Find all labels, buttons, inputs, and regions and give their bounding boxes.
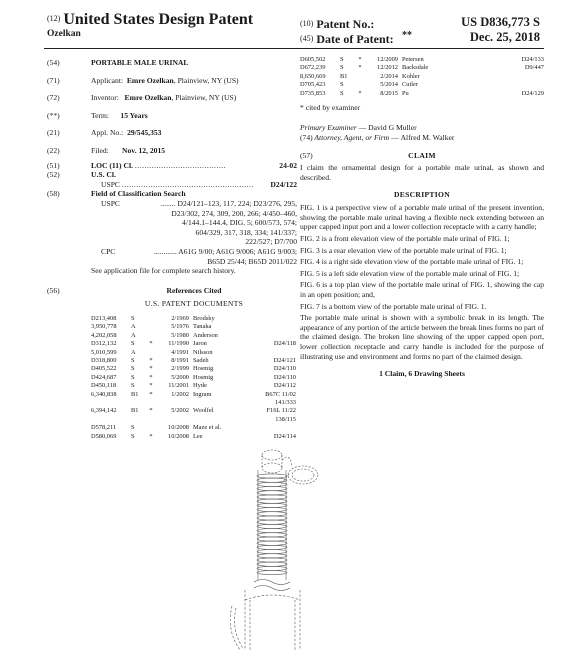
- ref-number: 8,650,669: [300, 72, 326, 80]
- reference-row: [91, 349, 296, 357]
- ref-name-line: [193, 340, 296, 348]
- reference-row: [300, 64, 544, 72]
- ref-name: Cutler: [402, 81, 418, 89]
- ref-name: Sadeh: [193, 356, 209, 364]
- header-left: [47, 11, 253, 39]
- ref-name-line: [193, 357, 296, 365]
- reference-row: [91, 424, 296, 432]
- field-code: (72): [47, 93, 60, 103]
- ref-star: [356, 73, 364, 81]
- ref-number: D578,211: [91, 424, 117, 432]
- references-heading: References Cited: [166, 285, 222, 295]
- ref-name-line: [193, 365, 296, 373]
- search-block: [91, 199, 297, 266]
- ref-name-cell: [193, 340, 296, 348]
- reference-row: [91, 391, 296, 399]
- examiner-label: Primary Examiner: [300, 122, 357, 132]
- reference-row: [91, 340, 296, 348]
- reference-row: [91, 433, 296, 441]
- field-appl-no: [47, 128, 297, 138]
- ref-class: D24/110: [273, 365, 296, 373]
- patent-date-row: [300, 30, 540, 45]
- field-loc: [47, 161, 297, 171]
- ref-kind: S: [131, 424, 135, 432]
- field-code: (51): [47, 160, 60, 170]
- field-label: Field of Classification Search: [91, 189, 186, 199]
- ref-kind: S: [131, 365, 135, 373]
- ref-star: *: [149, 432, 153, 440]
- field-code: (52): [47, 170, 60, 180]
- ref-name-cell: [193, 382, 296, 390]
- ref-name: Lee: [193, 432, 203, 440]
- ref-star: [147, 349, 155, 357]
- ref-kind: B1: [131, 390, 139, 398]
- neck-rib: [257, 503, 287, 507]
- field-title: [47, 58, 297, 68]
- claim-heading: CLAIM: [408, 150, 436, 160]
- ref-number: D405,522: [91, 365, 117, 373]
- ref-number: D318,800: [91, 356, 117, 364]
- ref-kind: A: [131, 348, 136, 356]
- neck-rib: [257, 562, 287, 566]
- ref-name: Kohler: [402, 72, 420, 80]
- flexible-neck: [257, 470, 287, 580]
- field-label: Applicant:: [91, 75, 124, 85]
- description-paragraph: FIG. 5 is a left side elevation view of the portable male urinal of FIG. 1;: [300, 268, 520, 278]
- ref-kind: S: [340, 64, 344, 72]
- field-filed: [47, 146, 297, 156]
- neck-rib: [257, 554, 287, 558]
- ref-kind: B1: [340, 72, 348, 80]
- ref-name-cell: [402, 81, 544, 89]
- search-line: B65D 25/44; B65D 2011/022: [207, 256, 297, 266]
- patent-number: US D836,773 S: [461, 15, 540, 29]
- description-paragraph: The portable male urinal is shown with a symbolic break in its length. The appearance of any portion of the article between the break lines forms no part of the claimed design. The broken line showing of the upper capped open port, lower collection receptacle and carry handle is included for the purpose of illustrating use and environment and forms no part of the claimed design.: [300, 313, 544, 361]
- ref-name-cell: [402, 64, 544, 72]
- ref-name-line: [193, 374, 296, 382]
- field-label: Appl. No.:: [91, 128, 124, 138]
- ref-number: 3,950,778: [91, 323, 117, 331]
- ref-name-line: [193, 433, 296, 441]
- references-table-left: [91, 315, 296, 441]
- ref-star: [147, 315, 155, 323]
- leader-dots: ......................................: [134, 160, 227, 170]
- neck-rib: [257, 571, 287, 575]
- neck-rib: [257, 541, 287, 545]
- reference-row-continued: [91, 399, 296, 407]
- search-line: 4/144.1–144.4, DIG. 5; 600/573, 574;: [182, 218, 297, 228]
- ref-name-line: [193, 349, 296, 357]
- ref-kind: A: [131, 331, 136, 339]
- ref-name-cell: [402, 90, 544, 98]
- reference-row-continued: [91, 416, 296, 424]
- field-code: (56): [47, 285, 60, 295]
- description-paragraph: FIG. 1 is a perspective view of a portable male urinal of the present invention, showing the portable male urinal having a flexible neck extending between an upper capped input port and a lower collection receptacle with a carry handle;: [300, 203, 544, 232]
- reference-row: [91, 382, 296, 390]
- ref-number: D450,118: [91, 382, 117, 390]
- reference-row: [91, 332, 296, 340]
- ref-kind: A: [131, 323, 136, 331]
- neck-rib: [257, 533, 287, 537]
- ref-number: D605,502: [300, 56, 326, 63]
- neck-rib: [257, 508, 287, 512]
- ref-kind: B1: [131, 407, 139, 415]
- ref-name-cell: [193, 424, 296, 432]
- ref-kind: S: [131, 340, 135, 348]
- ref-class: D24/129: [521, 89, 544, 97]
- ref-class: F16L 11/22: [266, 407, 296, 415]
- leader-dots: .......................................................: [121, 179, 254, 189]
- ref-date: 5/2002: [171, 407, 189, 415]
- ref-name: Brodsky: [193, 314, 215, 322]
- reference-row: [300, 56, 544, 64]
- ref-star: *: [149, 382, 153, 390]
- ref-name-cell: [193, 323, 296, 331]
- description-paragraph: FIG. 4 is a right side elevation view of the portable male urinal of FIG. 1;: [300, 257, 524, 267]
- field-label: Term:: [91, 110, 110, 120]
- us-patent-documents-heading: U.S. PATENT DOCUMENTS: [144, 299, 244, 309]
- field-code: (71): [47, 75, 60, 85]
- ref-date: 12/2009: [377, 56, 398, 63]
- ref-name-cell: [193, 374, 296, 382]
- ref-date: 2/1969: [171, 314, 189, 322]
- ref-number: 6,394,142: [91, 407, 117, 415]
- term-value: 15 Years: [120, 110, 148, 120]
- search-history-note: See application file for complete search history.: [91, 266, 236, 276]
- search-line: 604/329, 317, 318, 334; 141/337;: [195, 227, 297, 237]
- description-paragraph: FIG. 7 is a bottom view of the portable male urinal of FIG. 1.: [300, 301, 487, 311]
- application-number: 29/545,353: [127, 128, 162, 138]
- ref-date: 5/1980: [171, 331, 189, 339]
- ref-name-cell: [193, 349, 296, 357]
- ref-kind: S: [340, 81, 344, 89]
- search-line: 222/527; D7/700: [245, 237, 297, 247]
- field-term: [47, 111, 297, 121]
- ref-name-cell: [193, 407, 296, 415]
- search-line: ............ A61G 9/00; A61G 9/006; A61G 9/003;: [153, 246, 297, 256]
- ref-class: D24/112: [273, 382, 296, 390]
- ref-date: 10/2008: [168, 424, 189, 432]
- cap-outline: [262, 450, 318, 486]
- loc-class: 24-02: [279, 160, 297, 170]
- neck-rib: [257, 520, 287, 524]
- ref-kind: S: [131, 432, 135, 440]
- ref-star: [147, 424, 155, 432]
- ref-class: D9/447: [524, 64, 544, 72]
- neck-rib: [257, 487, 287, 491]
- inventor-location: , Plainview, NY (US): [171, 93, 237, 103]
- ref-star: *: [358, 56, 362, 63]
- ref-date: 1/2002: [171, 390, 189, 398]
- ref-star: *: [149, 365, 153, 373]
- ref-star: *: [358, 64, 362, 72]
- ref-name: Hosmig: [193, 365, 214, 373]
- ref-star: [147, 323, 155, 331]
- document-title-line: [47, 11, 253, 29]
- ref-number: 6,340,838: [91, 390, 117, 398]
- ref-class: D24/110: [273, 373, 296, 381]
- ref-name: Hyde: [193, 382, 207, 390]
- field-applicant: [47, 76, 297, 86]
- ref-name: Backsdale: [402, 64, 429, 72]
- field-search: [47, 189, 297, 275]
- claim-text: I claim the ornamental design for a portable male urinal, as shown and described.: [300, 163, 544, 182]
- neck-rib: [257, 550, 287, 554]
- cited-by-examiner: * cited by examiner: [300, 103, 361, 113]
- ref-name-line: [402, 81, 544, 89]
- description-paragraph: FIG. 6 is a top plan view of the portable male urinal of FIG. 1, showing the cap in an open position; and,: [300, 280, 544, 299]
- field-label: U.S. Cl.: [91, 170, 116, 180]
- ref-star: *: [149, 407, 153, 415]
- patent-date-label: Date of Patent:: [316, 32, 394, 46]
- patent-header: [0, 0, 568, 48]
- ref-class-continued: 141/333: [275, 398, 296, 406]
- reference-row: [91, 315, 296, 323]
- ref-name-cell: [193, 357, 296, 365]
- neck-rib: [257, 478, 287, 482]
- neck-rib: [257, 495, 287, 499]
- ref-name: Tanaka: [193, 323, 212, 331]
- neck-rib: [257, 537, 287, 541]
- neck-rib: [257, 529, 287, 533]
- header-right: [300, 15, 540, 45]
- ref-name-line: [402, 56, 544, 64]
- invention-title: PORTABLE MALE URINAL: [91, 58, 189, 67]
- ref-name: Ingram: [193, 390, 212, 398]
- field-code: (22): [47, 145, 60, 155]
- reference-row: [91, 407, 296, 415]
- ref-class-continued: 138/115: [275, 415, 296, 423]
- field-code: (58): [47, 189, 60, 199]
- references-table-right: [300, 56, 544, 98]
- field-label: Inventor:: [91, 93, 119, 103]
- claims-sheets-count: 1 Claim, 6 Drawing Sheets: [379, 369, 465, 379]
- ref-name: Pu: [402, 89, 409, 97]
- uspc-row: [91, 180, 297, 190]
- search-uspc: [101, 199, 297, 247]
- ref-name-line: [193, 332, 296, 340]
- patent-number-code: (10): [300, 19, 314, 28]
- neck-rib: [257, 512, 287, 516]
- ref-name: Petersen: [402, 56, 424, 63]
- ref-name: Nilsson: [193, 348, 213, 356]
- field-label: LOC (11) Cl.: [91, 160, 133, 170]
- right-column: [300, 58, 544, 379]
- neck-rib: [257, 566, 287, 570]
- search-cpc: [101, 247, 297, 266]
- description-heading: DESCRIPTION: [393, 189, 451, 199]
- ref-number: 5,010,599: [91, 348, 117, 356]
- header-divider: [44, 48, 544, 49]
- ref-date: 8/2015: [380, 89, 398, 97]
- ref-name-line: [402, 73, 544, 81]
- ref-date: 8/1991: [171, 356, 189, 364]
- search-key: USPC: [101, 198, 120, 208]
- ref-kind: S: [131, 373, 135, 381]
- ref-kind: S: [340, 89, 344, 97]
- reference-row: [91, 323, 296, 331]
- ref-number: D735,853: [300, 89, 326, 97]
- field-code: (54): [47, 58, 60, 67]
- ref-star: *: [149, 373, 153, 381]
- ref-name-line: [193, 424, 296, 432]
- ref-date: 11/1990: [168, 340, 189, 348]
- description-paragraph: FIG. 2 is a front elevation view of the portable male urinal of FIG. 1;: [300, 233, 510, 243]
- ref-name-line: [193, 407, 296, 415]
- ref-star: [147, 332, 155, 340]
- left-column: [47, 58, 297, 441]
- field-us-cl: [47, 170, 297, 189]
- ref-date: 2/1999: [171, 365, 189, 373]
- country-code: (12): [47, 14, 61, 23]
- ref-name-cell: [402, 56, 544, 64]
- field-code: (**): [47, 110, 60, 120]
- neck-rib: [257, 491, 287, 495]
- ref-date: 5/1976: [171, 323, 189, 331]
- ref-name: Woolfel: [193, 407, 214, 415]
- ref-name-line: [402, 64, 544, 72]
- neck-rib: [257, 558, 287, 562]
- inventor-name: Emre Ozelkan: [124, 93, 172, 103]
- search-key: CPC: [101, 246, 116, 256]
- search-line: D23/302, 274, 309, 200, 266; 4/450–460,: [171, 208, 297, 218]
- ref-kind: S: [131, 382, 135, 390]
- field-references: [47, 286, 297, 296]
- patent-date-code: (45): [300, 34, 314, 43]
- ref-kind: S: [340, 56, 344, 63]
- ref-name-line: [193, 391, 296, 399]
- ref-class: D24/114: [273, 432, 296, 440]
- ref-star: *: [149, 356, 153, 364]
- neck-rib: [257, 474, 287, 478]
- ref-number: D580,069: [91, 432, 117, 440]
- header-inventor: Ozelkan: [47, 29, 81, 39]
- primary-examiner: David G Muller: [368, 122, 417, 132]
- ref-name: Anderson: [193, 331, 218, 339]
- patent-number-label: Patent No.:: [316, 17, 375, 31]
- neck-rib: [257, 545, 287, 549]
- ref-name-cell: [193, 433, 296, 441]
- ref-name: Hosmig: [193, 373, 214, 381]
- ref-date: 5/2014: [380, 81, 398, 89]
- ref-name-cell: [193, 315, 296, 323]
- neck-rib: [257, 482, 287, 486]
- search-line: ........ D24/121–123, 117, 224; D23/276, 295,: [160, 198, 297, 208]
- ref-date: 12/2012: [377, 64, 398, 72]
- neck-rib: [257, 516, 287, 520]
- reference-row: [300, 90, 544, 98]
- ref-star: *: [149, 340, 153, 348]
- ref-name-cell: [402, 73, 544, 81]
- attorney-name: Alfred M. Walker: [400, 133, 455, 143]
- term-extension-stars: **: [402, 30, 412, 41]
- ref-number: D705,423: [300, 81, 326, 89]
- ref-date: 5/2000: [171, 373, 189, 381]
- uspc-class: D24/122: [270, 179, 297, 189]
- ref-name-line: [193, 382, 296, 390]
- ref-name-line: [402, 90, 544, 98]
- ref-number: 4,202,058: [91, 331, 117, 339]
- field-code: (21): [47, 128, 60, 138]
- reference-row: [91, 365, 296, 373]
- ref-star: *: [358, 89, 362, 97]
- attorney-label: Attorney, Agent, or Firm: [314, 133, 390, 143]
- ref-name: Jaron: [193, 340, 207, 348]
- field-code: (74): [300, 133, 313, 143]
- ref-date: 10/2008: [168, 432, 189, 440]
- ref-name-line: [193, 315, 296, 323]
- collection-receptacle: [230, 590, 300, 650]
- ref-name: Maze et al.: [193, 424, 222, 432]
- ref-name-cell: [193, 391, 296, 399]
- primary-examiner-row: Primary Examiner — David G Muller: [300, 122, 417, 132]
- ref-class: D24/118: [273, 340, 296, 348]
- ref-star: *: [149, 390, 153, 398]
- field-code: (57): [300, 150, 313, 160]
- uspc-label: USPC: [101, 179, 120, 189]
- ref-name-line: [193, 323, 296, 331]
- reference-row: [300, 73, 544, 81]
- attorney-row: (74) Attorney, Agent, or Firm — Alfred M. Walker: [300, 133, 455, 143]
- description-body: [300, 203, 544, 361]
- loc-row: [91, 161, 297, 171]
- applicant-location: , Plainview, NY (US): [173, 75, 239, 85]
- ref-number: D424,687: [91, 373, 117, 381]
- description-paragraph: FIG. 3 is a rear elevation view of the portable male urinal of FIG. 1;: [300, 245, 507, 255]
- ref-name-cell: [193, 365, 296, 373]
- patent-number-row: [300, 15, 540, 30]
- field-inventor: [47, 93, 297, 103]
- neck-rib: [257, 524, 287, 528]
- claim-heading-row: [300, 151, 544, 161]
- ref-date: 2/2014: [380, 72, 398, 80]
- document-title: United States Design Patent: [63, 11, 254, 28]
- field-label: Filed:: [91, 145, 109, 155]
- ref-star: [356, 81, 364, 89]
- ref-number: D312,132: [91, 340, 117, 348]
- ref-kind: S: [131, 314, 135, 322]
- ref-number: D672,239: [300, 64, 326, 72]
- reference-row: [300, 81, 544, 89]
- ref-class: D24/121: [273, 356, 296, 364]
- patent-date: Dec. 25, 2018: [469, 30, 540, 44]
- reference-row: [91, 374, 296, 382]
- ref-date: 11/2001: [168, 382, 189, 390]
- ref-class: D24/133: [521, 56, 544, 63]
- filing-date: Nov. 12, 2015: [122, 145, 166, 155]
- ref-name-cell: [193, 332, 296, 340]
- ref-number: D213,408: [91, 314, 117, 322]
- ref-class: B67C 11/02: [265, 390, 296, 398]
- reference-row: [91, 357, 296, 365]
- ref-date: 4/1991: [171, 348, 189, 356]
- ref-kind: S: [131, 356, 135, 364]
- applicant-name: Emre Ozelkan: [126, 75, 174, 85]
- neck-rib: [257, 499, 287, 503]
